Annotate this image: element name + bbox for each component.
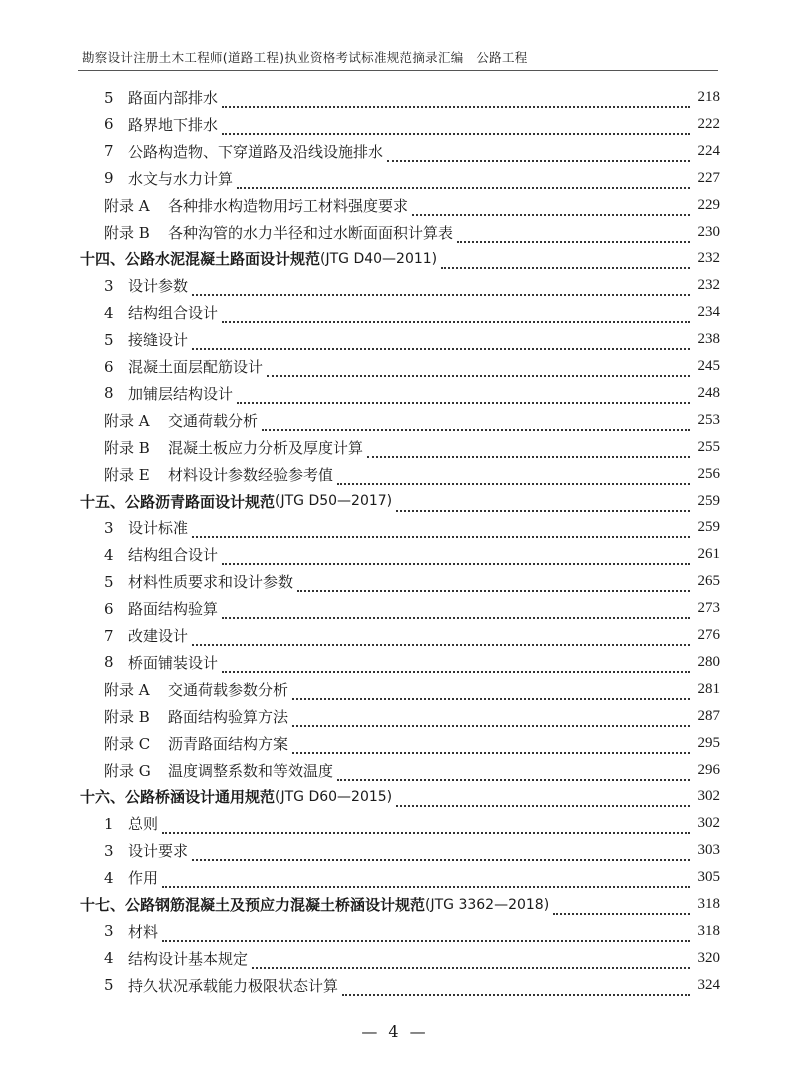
toc-page-number: 265 <box>697 573 720 590</box>
toc-page-number: 232 <box>697 250 720 267</box>
toc-page-number: 238 <box>697 331 720 348</box>
toc-chapter-number: 9 <box>104 169 114 188</box>
toc-chapter-number: 3 <box>104 518 114 537</box>
toc-appendix-entry[interactable] <box>104 730 720 757</box>
toc-entry-title: 温度调整系数和等效温度 <box>168 761 334 780</box>
toc-entry-title: 改建设计 <box>128 627 189 645</box>
toc-chapter-entry[interactable] <box>104 111 720 138</box>
toc-appendix-label: 附录 B <box>104 438 150 457</box>
toc-page-number: 276 <box>697 627 720 643</box>
toc-chapter-number: 5 <box>104 572 114 591</box>
toc-chapter-number: 5 <box>104 330 114 349</box>
toc-entry-title: 结构组合设计 <box>128 546 219 565</box>
toc-section-entry[interactable] <box>80 783 720 810</box>
toc-entry-title: 设计要求 <box>128 842 189 861</box>
toc-chapter-entry[interactable] <box>104 972 720 999</box>
toc-chapter-entry[interactable] <box>104 272 720 299</box>
toc-chapter-entry[interactable] <box>104 84 720 111</box>
toc-page-number: 222 <box>697 115 720 132</box>
toc-section-entry[interactable] <box>80 245 720 272</box>
toc-page-number: 218 <box>697 89 720 105</box>
toc-appendix-label: 附录 A <box>104 196 150 215</box>
toc-entry-title: 持久状况承载能力极限状态计算 <box>128 976 339 995</box>
toc-page-number: 248 <box>697 384 720 401</box>
toc-leader-dots <box>396 495 690 512</box>
toc-chapter-entry[interactable] <box>104 918 720 945</box>
page-number: — 4 — <box>361 1022 429 1041</box>
toc-leader-dots <box>252 952 690 969</box>
toc-chapter-entry[interactable] <box>104 568 720 595</box>
toc-page-number: 227 <box>697 169 720 186</box>
toc-appendix-label: 附录 B <box>104 707 150 726</box>
toc-entry-title: 总则 <box>128 815 159 834</box>
toc-appendix-entry[interactable] <box>104 703 720 730</box>
toc-entry-title: 路界地下排水 <box>128 115 219 134</box>
toc-chapter-entry[interactable] <box>104 541 720 568</box>
toc-page-number: 253 <box>697 411 720 428</box>
toc-entry-title: 材料性质要求和设计参数 <box>128 573 294 592</box>
toc-page-number: 320 <box>697 949 720 966</box>
toc-chapter-number: 8 <box>104 384 114 403</box>
toc-entry-title: 结构组合设计 <box>128 304 219 323</box>
toc-chapter-entry[interactable] <box>104 595 720 622</box>
toc-entry-title: 设计标准 <box>128 519 189 538</box>
toc-leader-dots <box>162 817 690 834</box>
toc-page-number: 229 <box>697 196 720 213</box>
toc-chapter-entry[interactable] <box>104 622 720 649</box>
toc-leader-dots <box>342 979 690 996</box>
toc-chapter-entry[interactable] <box>104 837 720 864</box>
toc-chapter-number: 4 <box>104 949 114 968</box>
toc-entry-title: 交通荷载参数分析 <box>168 680 289 699</box>
toc-entry-title: 设计参数 <box>128 277 189 296</box>
toc-appendix-entry[interactable] <box>104 757 720 784</box>
toc-page-number: 232 <box>697 277 720 294</box>
toc-entry-title: 路面结构验算 <box>128 600 219 619</box>
toc-chapter-number: 3 <box>104 922 114 941</box>
toc-leader-dots <box>222 306 690 323</box>
toc-entry-title: 十四、公路水泥混凝土路面设计规范 <box>80 250 321 269</box>
toc-chapter-entry[interactable] <box>104 864 720 891</box>
toc-appendix-label: 附录 A <box>104 680 150 699</box>
toc-leader-dots <box>222 656 690 673</box>
toc-section-entry[interactable] <box>80 891 720 918</box>
toc-entry-title: 水文与水力计算 <box>128 169 234 188</box>
toc-leader-dots <box>192 279 690 296</box>
toc-chapter-number: 5 <box>104 976 114 995</box>
toc-page-number: 234 <box>697 304 720 321</box>
toc-leader-dots <box>192 844 690 861</box>
toc-leader-dots <box>412 199 690 216</box>
toc-chapter-number: 6 <box>104 357 114 376</box>
toc-leader-dots <box>237 172 690 189</box>
toc-leader-dots <box>441 252 690 269</box>
toc-leader-dots <box>192 333 690 350</box>
toc-page-number: 302 <box>697 788 720 805</box>
toc-page-number: 295 <box>697 734 720 751</box>
toc-page-number: 255 <box>697 438 720 455</box>
toc-leader-dots <box>367 441 690 458</box>
toc-leader-dots <box>192 629 690 646</box>
toc-chapter-number: 3 <box>104 841 114 860</box>
toc-chapter-number: 4 <box>104 545 114 564</box>
toc-chapter-number: 5 <box>104 88 114 107</box>
toc-leader-dots <box>192 521 690 538</box>
toc-section-entry[interactable] <box>80 488 720 515</box>
toc-leader-dots <box>292 710 690 727</box>
toc-leader-dots <box>267 360 690 377</box>
toc-leader-dots <box>222 602 690 619</box>
toc-chapter-entry[interactable] <box>104 380 720 407</box>
toc-page-number: 318 <box>697 922 720 939</box>
toc-leader-dots <box>337 468 690 485</box>
toc-chapter-entry[interactable] <box>104 165 720 192</box>
toc-appendix-label: 附录 A <box>104 411 150 430</box>
toc-page-number: 259 <box>697 492 720 509</box>
toc-page-number: 296 <box>697 761 720 778</box>
toc-page-number: 261 <box>697 546 720 563</box>
toc-chapter-entry[interactable] <box>104 326 720 353</box>
toc-leader-dots <box>222 118 690 135</box>
toc-page-number: 302 <box>697 815 720 832</box>
toc-chapter-number: 1 <box>104 814 114 833</box>
toc-standard-code: (JTG 3362—2018) <box>425 896 550 913</box>
running-header: 勘察设计注册土木工程师(道路工程)执业资格考试标准规范摘录汇编 公路工程 <box>82 50 528 65</box>
toc-appendix-entry[interactable] <box>104 434 720 461</box>
toc-entry-title: 沥青路面结构方案 <box>168 734 289 753</box>
toc-leader-dots <box>292 737 690 754</box>
toc-standard-code: (JTG D50—2017) <box>275 493 393 509</box>
toc-entry-title: 各种沟管的水力半径和过水断面面积计算表 <box>168 223 454 242</box>
toc-page-number: 318 <box>697 896 720 912</box>
toc-leader-dots <box>222 548 690 565</box>
toc-leader-dots <box>262 414 690 431</box>
toc-page-number: 245 <box>697 358 720 374</box>
toc-entry-title: 路面内部排水 <box>128 89 219 107</box>
toc-entry-title: 十七、公路钢筋混凝土及预应力混凝土桥涵设计规范 <box>80 896 426 914</box>
toc-entry-title: 加铺层结构设计 <box>128 384 234 403</box>
toc-page-number: 287 <box>697 707 720 724</box>
toc-entry-title: 桥面铺装设计 <box>128 653 219 672</box>
toc-entry-title: 混凝土板应力分析及厚度计算 <box>168 438 364 457</box>
toc-page-number: 303 <box>697 842 720 859</box>
toc-appendix-label: 附录 B <box>104 223 150 242</box>
toc-standard-code: (JTG D40—2011) <box>320 250 438 267</box>
toc-leader-dots <box>553 898 690 915</box>
toc-page-number: 259 <box>697 519 720 536</box>
toc-leader-dots <box>222 91 690 108</box>
toc-chapter-entry[interactable] <box>104 945 720 972</box>
toc-entry-title: 接缝设计 <box>128 331 189 350</box>
toc-entry-title: 十六、公路桥涵设计通用规范 <box>80 788 276 807</box>
toc-entry-title: 交通荷载分析 <box>168 411 259 430</box>
toc-chapter-number: 7 <box>104 626 114 645</box>
toc-entry-title: 材料 <box>128 922 159 941</box>
toc-entry-title: 路面结构验算方法 <box>168 707 289 726</box>
toc-leader-dots <box>162 871 690 888</box>
toc-standard-code: (JTG D60—2015) <box>275 788 393 805</box>
toc-chapter-entry[interactable] <box>104 810 720 837</box>
header-rule <box>78 70 718 71</box>
toc-chapter-number: 4 <box>104 868 114 887</box>
toc-leader-dots <box>396 790 690 807</box>
toc-page-number: 224 <box>697 142 720 159</box>
toc-leader-dots <box>297 575 690 592</box>
toc-page-number: 324 <box>697 976 720 993</box>
toc-leader-dots <box>337 764 690 781</box>
toc-chapter-entry[interactable] <box>104 514 720 541</box>
toc-leader-dots <box>237 387 690 404</box>
toc-page-number: 256 <box>697 465 720 482</box>
toc-chapter-entry[interactable] <box>104 299 720 326</box>
toc-page-number: 230 <box>697 223 720 240</box>
toc-chapter-entry[interactable] <box>104 353 720 380</box>
toc-chapter-number: 3 <box>104 276 114 295</box>
toc-chapter-number: 6 <box>104 599 114 618</box>
toc-entry-title: 十五、公路沥青路面设计规范 <box>80 492 276 511</box>
toc-appendix-label: 附录 C <box>104 734 151 753</box>
toc-entry-title: 公路构造物、下穿道路及沿线设施排水 <box>128 142 384 161</box>
toc-chapter-number: 6 <box>104 115 114 134</box>
toc-entry-title: 结构设计基本规定 <box>128 949 249 968</box>
toc-entry-title: 材料设计参数经验参考值 <box>168 465 334 484</box>
toc-leader-dots <box>387 145 690 162</box>
toc-page-number: 281 <box>697 680 720 697</box>
toc-appendix-label: 附录 G <box>104 761 151 780</box>
toc-appendix-entry[interactable] <box>104 192 720 219</box>
toc-leader-dots <box>162 925 690 942</box>
toc-chapter-entry[interactable] <box>104 649 720 676</box>
toc-chapter-entry[interactable] <box>104 138 720 165</box>
toc-appendix-entry[interactable] <box>104 676 720 703</box>
toc-page-number: 305 <box>697 869 720 886</box>
toc-appendix-entry[interactable] <box>104 407 720 434</box>
toc-entry-title: 作用 <box>128 869 159 888</box>
toc-appendix-entry[interactable] <box>104 219 720 246</box>
toc-entry-title: 各种排水构造物用圬工材料强度要求 <box>168 196 409 215</box>
toc-chapter-number: 8 <box>104 653 114 672</box>
toc-chapter-number: 4 <box>104 303 114 322</box>
toc-leader-dots <box>292 683 690 700</box>
toc-appendix-label: 附录 E <box>104 465 150 484</box>
toc-appendix-entry[interactable] <box>104 461 720 488</box>
toc-page-number: 273 <box>697 600 720 617</box>
toc-entry-title: 混凝土面层配筋设计 <box>128 358 264 376</box>
toc-leader-dots <box>457 226 690 243</box>
toc-page-number: 280 <box>697 653 720 670</box>
toc-chapter-number: 7 <box>104 142 114 161</box>
